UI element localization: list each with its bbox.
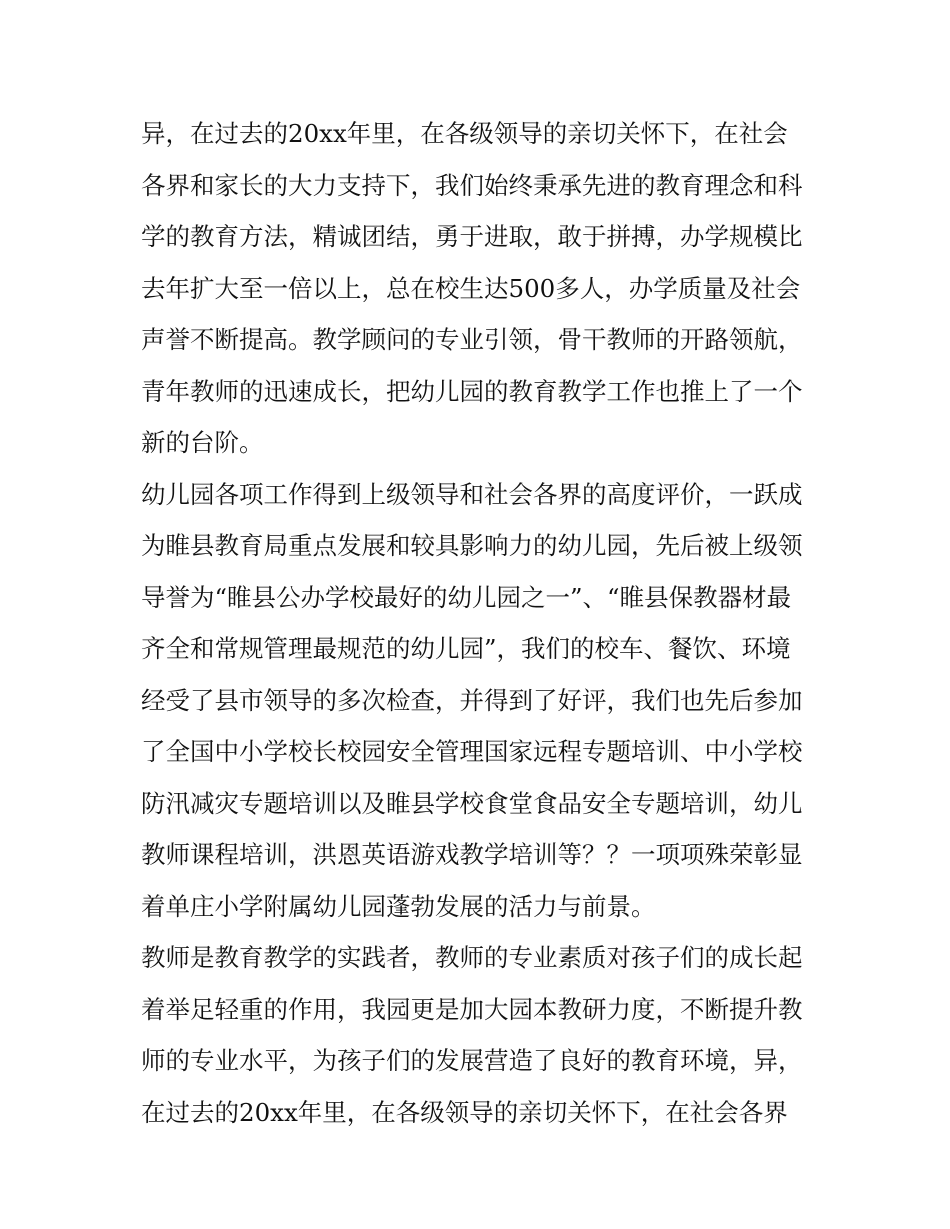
text-line: 幼儿园各项工作得到上级领导和社会各界的高度评价，一跃成 xyxy=(141,479,803,509)
text-line: 新的台阶。 xyxy=(141,428,264,457)
text-line: 防汛减灾专题培训以及睢县学校食堂食品安全专题培训，幼儿 xyxy=(141,788,803,818)
body-text xyxy=(141,108,821,1138)
text-line: 学的教育方法，精诚团结，勇于进取，敢于拼搏，办学规模比 xyxy=(141,222,803,251)
text-line: 师的专业水平，为孩子们的发展营造了良好的教育环境，异， xyxy=(141,1046,803,1075)
text-line: 教师课程培训，洪恩英语游戏教学培训等？？一项项殊荣彰显 xyxy=(141,840,803,869)
text-line: 着举足轻重的作用，我园更是加大园本教研力度，不断提升教 xyxy=(141,994,803,1024)
text-line: 齐全和常规管理最规范的幼儿园”，我们的校车、餐饮、环境 xyxy=(141,634,791,663)
text-line: 为睢县教育局重点发展和较具影响力的幼儿园，先后被上级领 xyxy=(141,531,803,560)
text-line: 去年扩大至一倍以上，总在校生达500多人，办学质量及社会 xyxy=(141,273,801,303)
text-line: 在过去的20xx年里，在各级领导的亲切关怀下，在社会各界 xyxy=(141,1097,788,1127)
text-line: 各界和家长的大力支持下，我们始终秉承先进的教育理念和科 xyxy=(141,170,803,200)
text-line: 声誉不断提高。教学顾问的专业引领，骨干教师的开路领航， xyxy=(141,325,803,354)
text-line: 教师是教育教学的实践者，教师的专业素质对孩子们的成长起 xyxy=(141,943,803,972)
text-line: 着单庄小学附属幼儿园蓬勃发展的活力与前景。 xyxy=(141,891,656,921)
text-line: 经受了县市领导的多次检查，并得到了好评，我们也先后参加 xyxy=(141,685,803,715)
text-line: 异，在过去的20xx年里，在各级领导的亲切关怀下，在社会 xyxy=(141,119,788,148)
text-line: 导誉为“睢县公办学校最好的幼儿园之一”、“睢县保教器材最 xyxy=(141,582,792,612)
text-line: 了全国中小学校长校园安全管理国家远程专题培训、中小学校 xyxy=(141,737,803,766)
text-line: 青年教师的迅速成长，把幼儿园的教育教学工作也推上了一个 xyxy=(141,376,803,406)
